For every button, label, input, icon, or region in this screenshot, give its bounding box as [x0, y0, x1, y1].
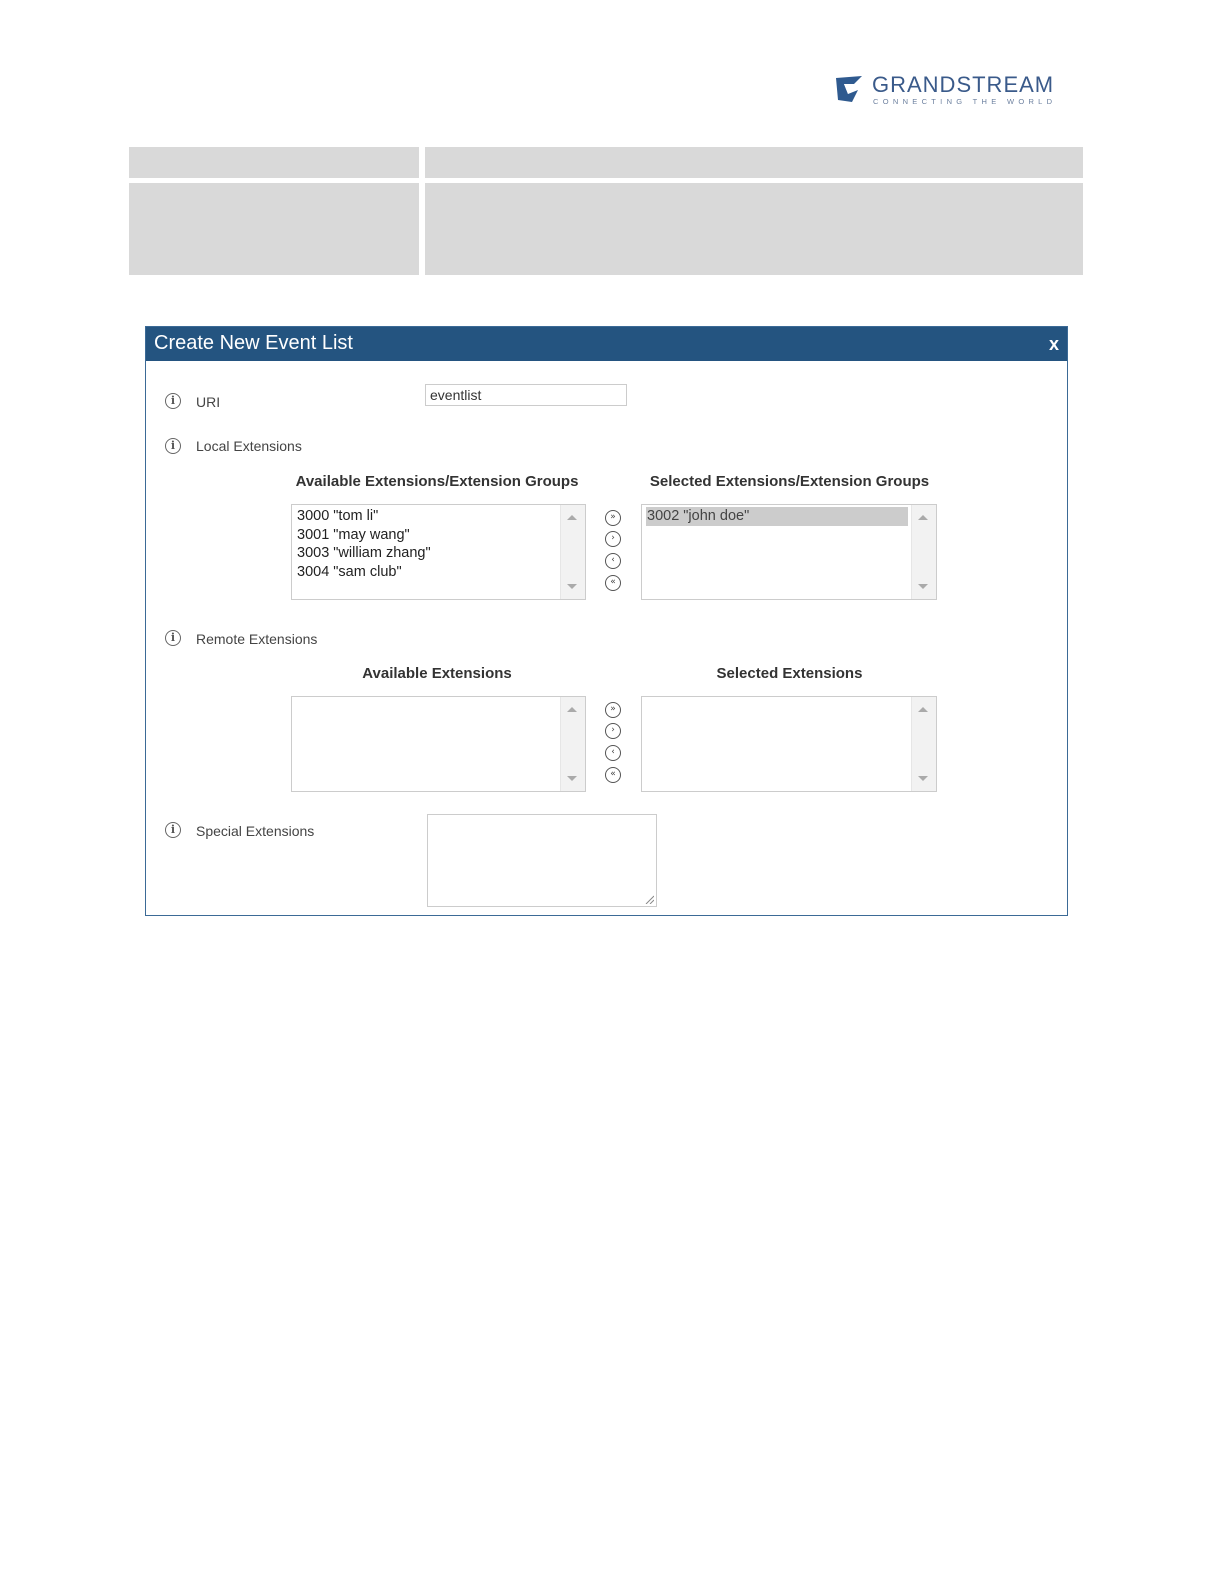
info-icon[interactable]: i	[165, 630, 181, 646]
scroll-up-icon[interactable]	[918, 707, 928, 712]
info-icon[interactable]: i	[165, 393, 181, 409]
info-icon[interactable]: i	[165, 438, 181, 454]
remote-available-listbox[interactable]	[291, 696, 586, 792]
scroll-down-icon[interactable]	[918, 776, 928, 781]
logo-tagline: CONNECTING THE WORLD	[873, 97, 1057, 106]
move-right-icon[interactable]: ›	[605, 723, 621, 739]
scrollbar[interactable]	[911, 505, 936, 599]
scroll-up-icon[interactable]	[918, 515, 928, 520]
close-button[interactable]: x	[1048, 334, 1059, 354]
remote-selected-listbox[interactable]	[641, 696, 937, 792]
info-icon[interactable]: i	[165, 822, 181, 838]
scrollbar[interactable]	[911, 697, 936, 791]
remote-extensions-label: Remote Extensions	[196, 631, 318, 647]
dialog-titlebar	[146, 327, 1067, 361]
list-item[interactable]: 3002 "john doe"	[646, 507, 908, 526]
dialog-title: Create New Event List	[154, 332, 353, 354]
local-extensions-label: Local Extensions	[196, 438, 302, 454]
create-event-list-dialog	[145, 326, 1068, 916]
scrollbar[interactable]	[560, 697, 585, 791]
move-right-icon[interactable]: ›	[605, 531, 621, 547]
scrollbar[interactable]	[560, 505, 585, 599]
scroll-down-icon[interactable]	[567, 584, 577, 589]
special-extensions-textarea[interactable]	[427, 814, 657, 907]
move-all-left-icon[interactable]: «	[605, 767, 621, 783]
list-item[interactable]: 3004 "sam club"	[297, 563, 402, 580]
list-item[interactable]: 3003 "william zhang"	[297, 545, 431, 561]
scroll-up-icon[interactable]	[567, 515, 577, 520]
special-extensions-label: Special Extensions	[196, 823, 315, 839]
scroll-down-icon[interactable]	[567, 776, 577, 781]
local-selected-listbox[interactable]	[641, 504, 937, 600]
table-body-cell-1	[129, 183, 419, 275]
logo-name: GRANDSTREAM	[872, 72, 1055, 97]
local-available-header: Available Extensions/Extension Groups	[295, 473, 579, 490]
grandstream-logo	[832, 72, 1072, 112]
table-header-cell-1	[129, 147, 419, 178]
resize-grip-icon[interactable]	[644, 894, 654, 904]
logo-mark-icon	[832, 72, 868, 108]
table-body-cell-2	[425, 183, 1083, 275]
scroll-down-icon[interactable]	[918, 584, 928, 589]
local-available-listbox[interactable]	[291, 504, 586, 600]
uri-label: URI	[196, 394, 221, 410]
list-item[interactable]: 3000 "tom li"	[297, 508, 379, 524]
move-all-left-icon[interactable]: «	[605, 575, 621, 591]
local-selected-header: Selected Extensions/Extension Groups	[649, 473, 930, 490]
table-header-cell-2	[425, 147, 1083, 178]
scroll-up-icon[interactable]	[567, 707, 577, 712]
move-all-right-icon[interactable]: »	[605, 510, 621, 526]
move-left-icon[interactable]: ‹	[605, 553, 621, 569]
list-item[interactable]: 3001 "may wang"	[297, 526, 410, 543]
remote-selected-header: Selected Extensions	[716, 665, 863, 682]
remote-available-header: Available Extensions	[362, 665, 512, 682]
move-all-right-icon[interactable]: »	[605, 702, 621, 718]
uri-input[interactable]	[425, 384, 627, 406]
move-left-icon[interactable]: ‹	[605, 745, 621, 761]
